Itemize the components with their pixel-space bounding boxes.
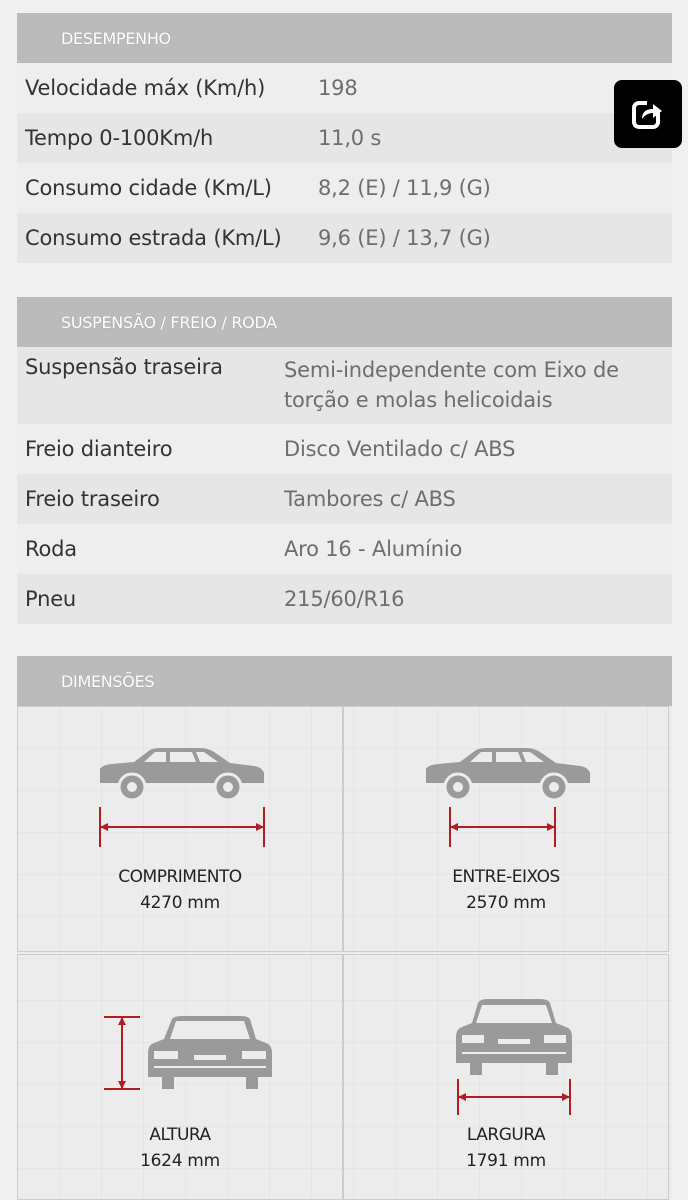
dimension-title: COMPRIMENTO	[118, 867, 242, 887]
spec-value: Disco Ventilado c/ ABS	[284, 437, 516, 461]
section-header	[17, 297, 672, 347]
dimensions-grid	[17, 706, 672, 1200]
dimension-value: 1624 mm	[140, 1151, 220, 1171]
spec-label: Freio traseiro	[25, 487, 160, 511]
spec-row	[17, 424, 672, 474]
section-dimensoes	[17, 656, 672, 1200]
spec-label: Velocidade máx (Km/h)	[25, 76, 266, 100]
spec-row	[17, 474, 672, 524]
spec-value: 198	[318, 76, 358, 100]
section-title: SUSPENSÃO / FREIO / RODA	[61, 312, 277, 332]
spec-row	[17, 163, 672, 213]
section-header	[17, 656, 672, 706]
spec-row	[17, 524, 672, 574]
share-icon	[631, 97, 665, 131]
dimension-title: LARGURA	[466, 1125, 546, 1145]
car-front-height-icon	[100, 1015, 280, 1105]
spec-label: Freio dianteiro	[25, 437, 173, 461]
spec-row	[17, 574, 672, 624]
spec-value: Semi-independente com Eixo de torção e molas helicoidais	[284, 358, 619, 412]
spec-label: Roda	[25, 537, 77, 561]
section-header	[17, 13, 672, 63]
dimension-value: 2570 mm	[466, 893, 546, 913]
spec-label: Suspensão traseira	[25, 355, 223, 379]
car-front-width-icon	[454, 997, 574, 1122]
section-title: DIMENSÕES	[61, 671, 155, 691]
spec-label: Tempo 0-100Km/h	[25, 126, 214, 150]
spec-label: Consumo cidade (Km/L)	[25, 176, 272, 200]
share-button[interactable]	[614, 80, 682, 148]
car-side-wheelbase-icon	[418, 747, 598, 857]
dimension-title: ALTURA	[149, 1125, 211, 1145]
dimension-value: 1791 mm	[466, 1151, 546, 1171]
car-side-length-icon	[92, 747, 272, 857]
dimension-card-altura	[17, 954, 343, 1200]
spec-label: Pneu	[25, 587, 77, 611]
spec-value: 8,2 (E) / 11,9 (G)	[318, 176, 491, 200]
spec-value: 9,6 (E) / 13,7 (G)	[318, 226, 491, 250]
spec-row	[17, 63, 672, 113]
spec-value: 11,0 s	[318, 126, 382, 150]
spec-value: 215/60/R16	[284, 587, 405, 611]
dimension-card-entre-eixos	[343, 706, 669, 952]
spec-row	[17, 347, 672, 424]
spec-label: Consumo estrada (Km/L)	[25, 226, 282, 250]
spec-value: Aro 16 - Alumínio	[284, 537, 463, 561]
section-title: DESEMPENHO	[61, 28, 171, 48]
dimension-card-largura	[343, 954, 669, 1200]
section-desempenho	[17, 13, 672, 263]
section-suspensao-freio-roda	[17, 297, 672, 624]
dimension-card-comprimento	[17, 706, 343, 952]
spec-row	[17, 113, 672, 163]
spec-row	[17, 213, 672, 263]
spec-value: Tambores c/ ABS	[284, 487, 456, 511]
dimension-value: 4270 mm	[140, 893, 220, 913]
dimension-title: ENTRE-EIXOS	[452, 867, 560, 887]
